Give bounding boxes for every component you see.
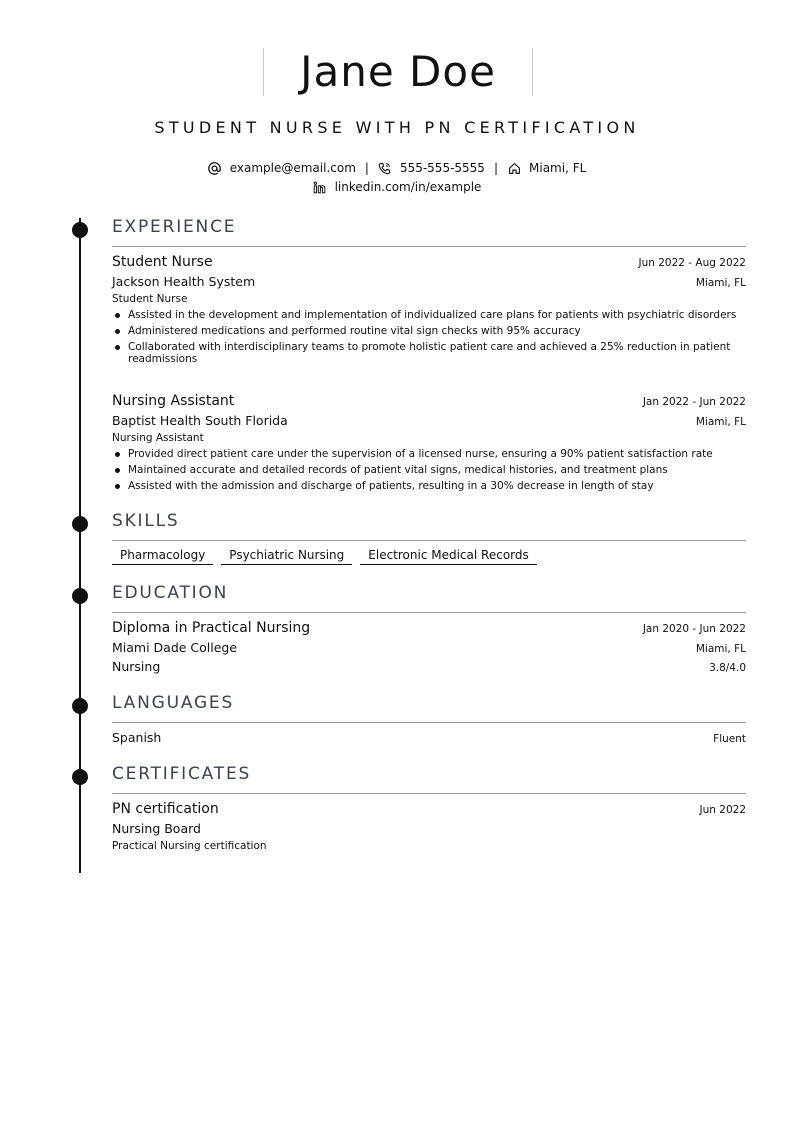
list-item: Administered medications and performed routine vital sign checks with 95% accuracy bbox=[112, 325, 746, 337]
candidate-name: Jane Doe bbox=[300, 47, 496, 96]
email-link[interactable]: example@email.com bbox=[229, 161, 356, 175]
job-role: Student Nurse bbox=[112, 254, 213, 270]
job-header bbox=[112, 253, 746, 271]
education-header bbox=[112, 619, 746, 637]
timeline-dot bbox=[72, 516, 88, 532]
headline: STUDENT NURSE WITH PN CERTIFICATION bbox=[154, 118, 640, 137]
section-title-skills: SKILLS bbox=[112, 511, 180, 531]
job-bullets bbox=[112, 448, 746, 496]
timeline-dot bbox=[72, 222, 88, 238]
skill-tag: Pharmacology bbox=[112, 547, 213, 565]
linkedin-link[interactable]: linkedin.com/in/example bbox=[334, 180, 482, 194]
education-location: Miami, FL bbox=[695, 643, 746, 655]
name-block bbox=[263, 48, 533, 96]
section-divider bbox=[112, 612, 746, 613]
section-divider bbox=[112, 722, 746, 723]
section-title-education: EDUCATION bbox=[112, 583, 229, 603]
contact-row bbox=[0, 179, 794, 195]
job-header bbox=[112, 392, 746, 410]
job-org: Jackson Health System bbox=[112, 274, 256, 289]
at-icon bbox=[208, 161, 222, 175]
contact-row bbox=[0, 160, 794, 176]
job-location: Miami, FL bbox=[695, 277, 746, 289]
gpa: 3.8/4.0 bbox=[709, 662, 746, 674]
section-title-languages: LANGUAGES bbox=[112, 693, 235, 713]
job-subtitle: Nursing Assistant bbox=[112, 432, 204, 444]
job-bullets bbox=[112, 309, 746, 369]
certificate-date: Jun 2022 bbox=[699, 804, 746, 816]
certificate-description-row bbox=[112, 839, 746, 853]
phone-text[interactable]: 555-555-5555 bbox=[399, 161, 485, 175]
education-school-row bbox=[112, 640, 746, 656]
degree: Diploma in Practical Nursing bbox=[112, 620, 311, 636]
skill-tag: Electronic Medical Records bbox=[360, 547, 536, 565]
job-subtitle-row bbox=[112, 292, 746, 306]
certificate-issuer: Nursing Board bbox=[112, 821, 201, 836]
language-level: Fluent bbox=[713, 733, 746, 745]
separator: | bbox=[493, 161, 498, 175]
skills-list bbox=[112, 547, 537, 565]
education-dates: Jan 2020 - Jun 2022 bbox=[642, 623, 746, 635]
school: Miami Dade College bbox=[112, 640, 238, 655]
section-divider bbox=[112, 793, 746, 794]
list-item: Collaborated with interdisciplinary teams to promote holistic patient care and achieved a 25% reduction in patient readmissions bbox=[112, 341, 746, 365]
job-dates: Jun 2022 - Aug 2022 bbox=[638, 257, 746, 269]
job-location: Miami, FL bbox=[695, 416, 746, 428]
section-divider bbox=[112, 540, 746, 541]
timeline-dot bbox=[72, 588, 88, 604]
language-name: Spanish bbox=[112, 730, 162, 745]
job-dates: Jan 2022 - Jun 2022 bbox=[642, 396, 746, 408]
skill-tag: Psychiatric Nursing bbox=[221, 547, 352, 565]
certificate-issuer-row bbox=[112, 821, 746, 837]
list-item: Provided direct patient care under the supervision of a licensed nurse, ensuring a 90% patient satisfaction rate bbox=[112, 448, 746, 460]
timeline-dot bbox=[72, 698, 88, 714]
job-role: Nursing Assistant bbox=[112, 393, 235, 409]
certificate-name: PN certification bbox=[112, 801, 219, 817]
list-item: Maintained accurate and detailed records of patient vital signs, medical histories, and treatment plans bbox=[112, 464, 746, 476]
job-subtitle-row bbox=[112, 431, 746, 445]
timeline-dot bbox=[72, 769, 88, 785]
section-title-experience: EXPERIENCE bbox=[112, 217, 237, 237]
education-field-row bbox=[112, 659, 746, 675]
certificate-header bbox=[112, 800, 746, 818]
linkedin-icon bbox=[313, 180, 327, 194]
list-item: Assisted in the development and implementation of individualized care plans for patients with psychiatric disorders bbox=[112, 309, 746, 321]
language-row bbox=[112, 730, 746, 746]
section-title-certificates: CERTIFICATES bbox=[112, 764, 252, 784]
phone-icon bbox=[378, 161, 392, 175]
field-of-study: Nursing bbox=[112, 659, 161, 674]
certificate-description: Practical Nursing certification bbox=[112, 840, 267, 852]
separator: | bbox=[364, 161, 369, 175]
job-org-row bbox=[112, 274, 746, 290]
section-divider bbox=[112, 246, 746, 247]
job-subtitle: Student Nurse bbox=[112, 293, 188, 305]
home-icon bbox=[507, 161, 521, 175]
job-org: Baptist Health South Florida bbox=[112, 413, 288, 428]
job-org-row bbox=[112, 413, 746, 429]
location-text: Miami, FL bbox=[529, 161, 587, 175]
list-item: Assisted with the admission and discharge of patients, resulting in a 30% decrease in length of stay bbox=[112, 480, 746, 492]
